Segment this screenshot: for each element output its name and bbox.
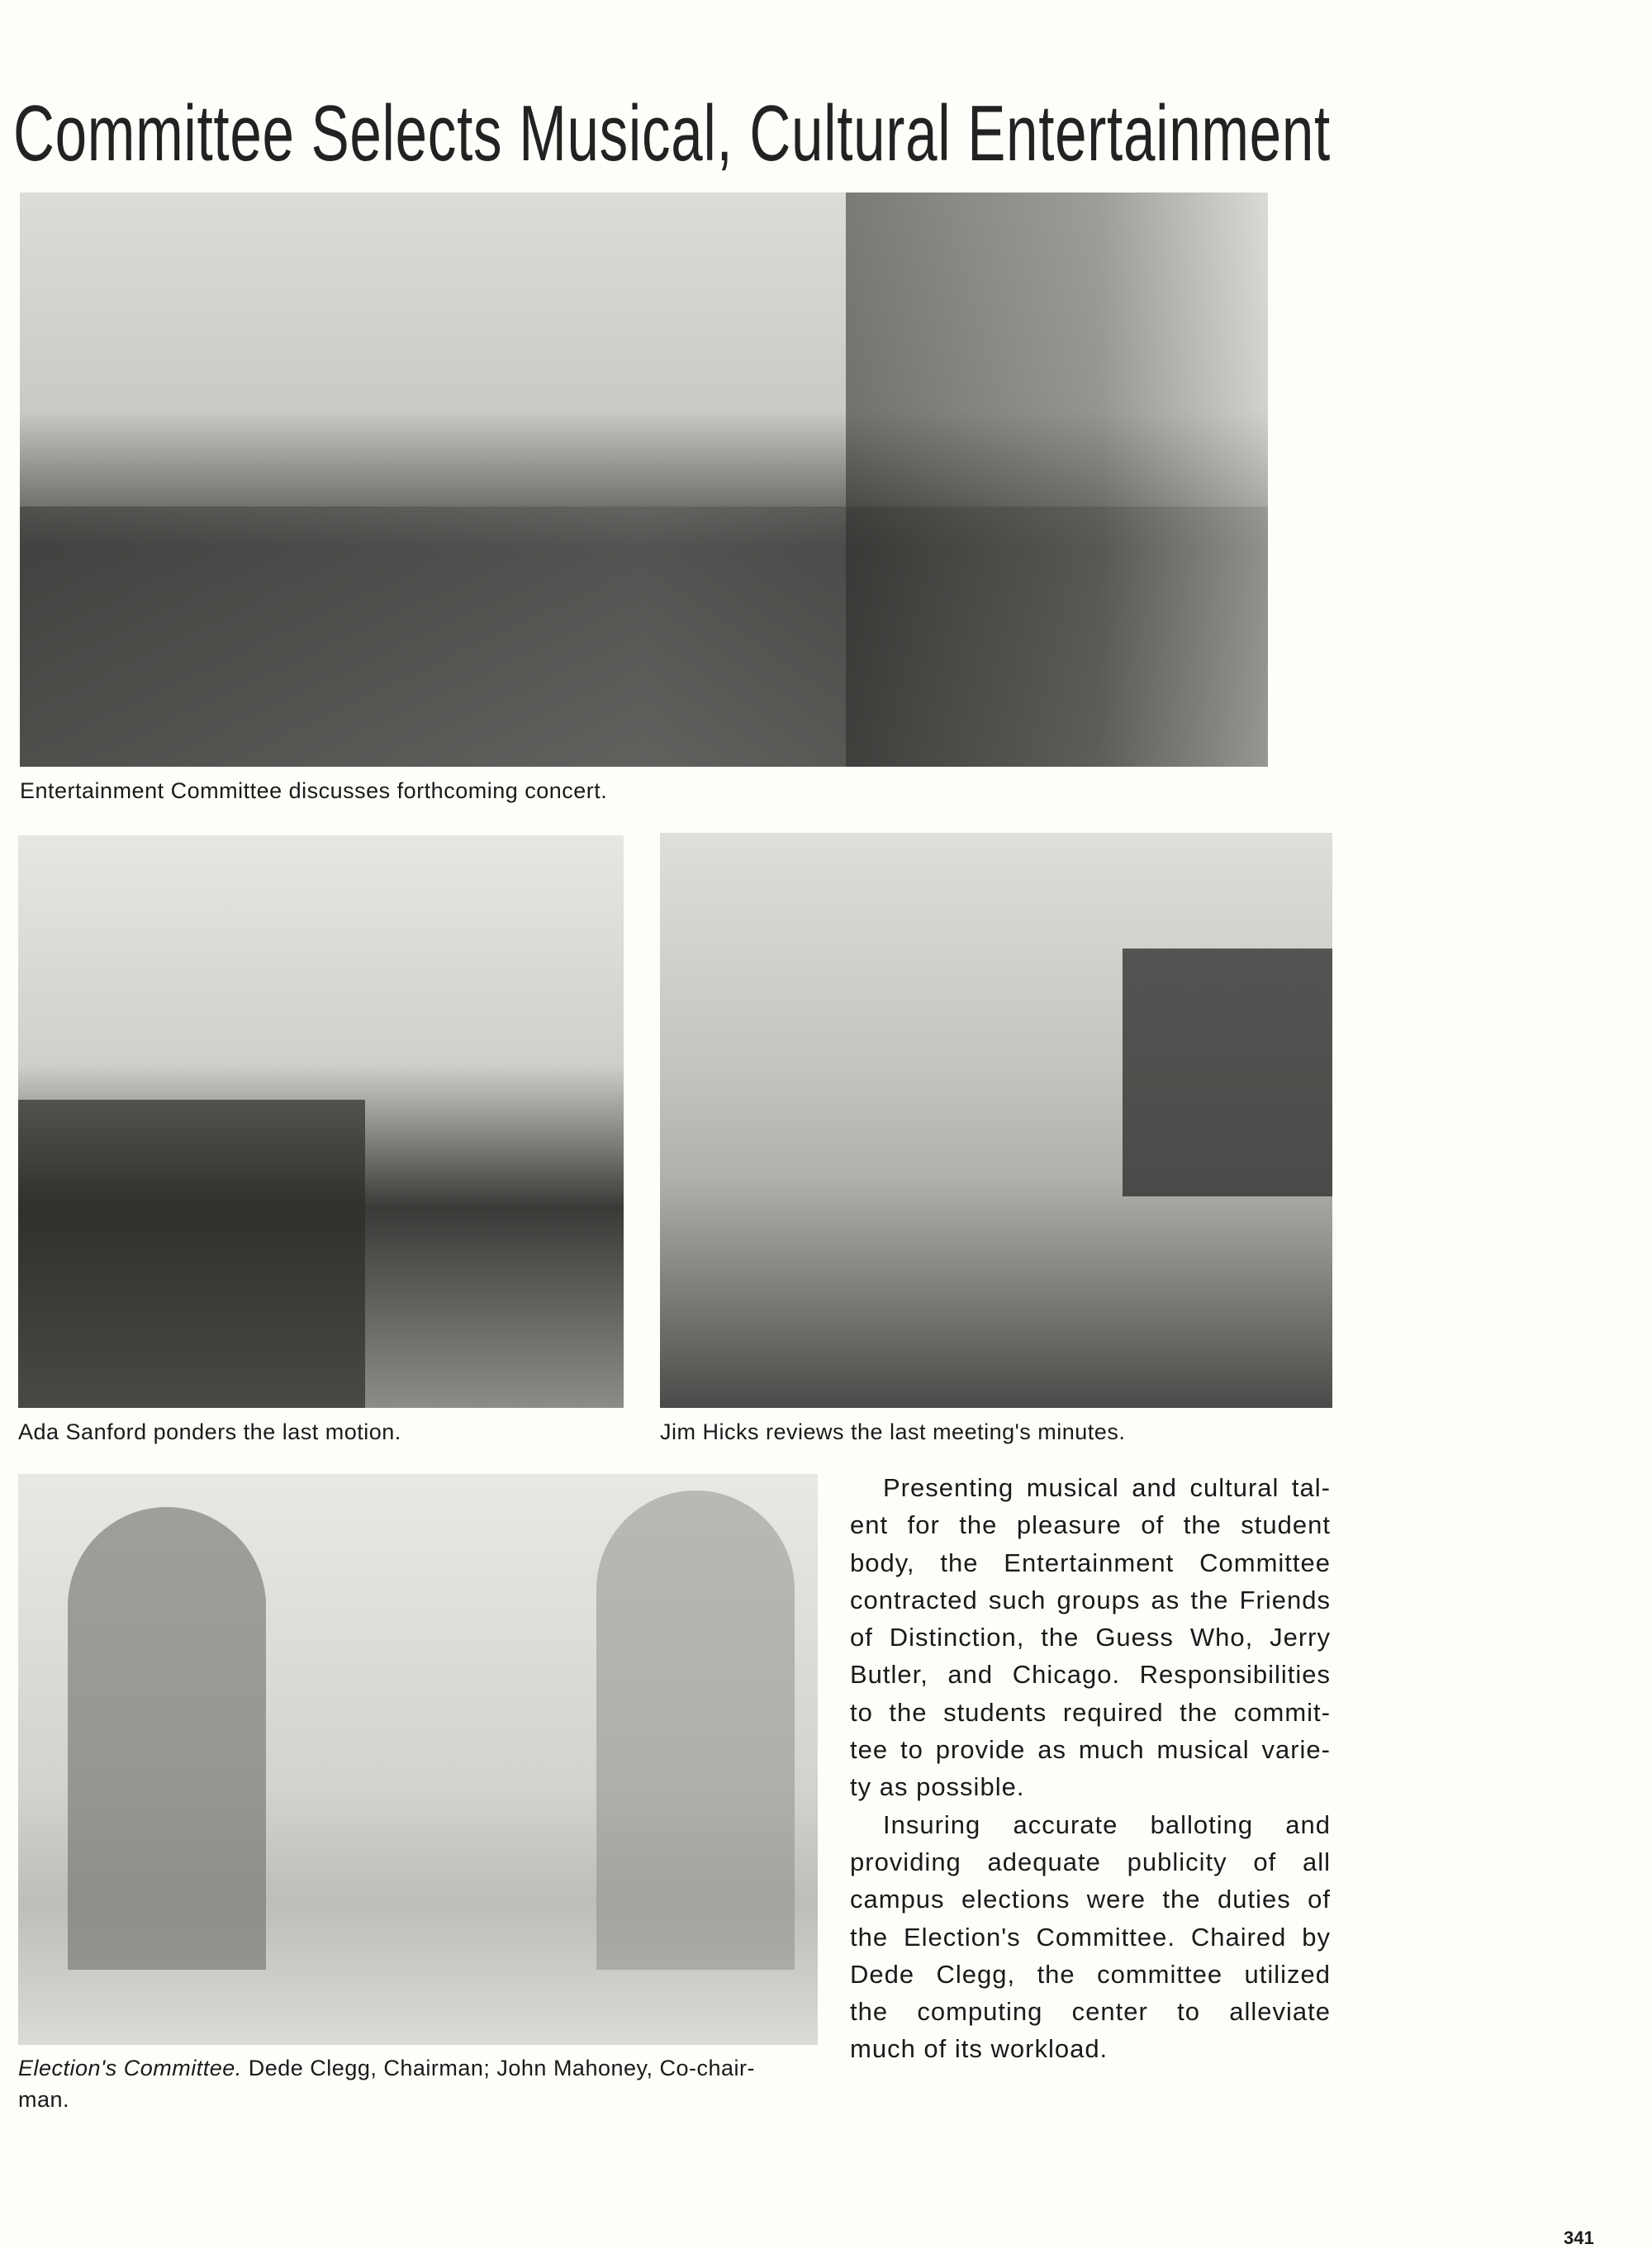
page-title: Committee Selects Musical, Cultural Entertainment	[13, 89, 1331, 178]
body-line: contracted such groups as the Friends	[850, 1585, 1331, 1614]
body-line: the Election's Committee. Chaired by	[850, 1922, 1331, 1952]
photo-caption: Ada Sanford ponders the last motion.	[18, 1419, 401, 1444]
body-line: Dede Clegg, the committee utilized	[850, 1959, 1331, 1989]
photo-jim-hicks	[660, 833, 1332, 1408]
body-line: Butler, and Chicago. Responsibilities	[850, 1660, 1331, 1690]
body-line: tee to provide as much musical varie-	[850, 1735, 1331, 1765]
body-line: body, the Entertainment Committee	[850, 1548, 1331, 1577]
body-line: much of its workload.	[850, 2034, 1108, 2064]
photo-caption: Jim Hicks reviews the last meeting's minutes.	[660, 1419, 1126, 1444]
body-text	[850, 1469, 1331, 2068]
body-line: campus elections were the duties of	[850, 1885, 1331, 1914]
body-line: ent for the pleasure of the student	[850, 1510, 1331, 1540]
photo-ada-sanford	[18, 835, 624, 1408]
caption-committee-name: Election's Committee.	[18, 2056, 242, 2080]
body-line: of Distinction, the Guess Who, Jerry	[850, 1623, 1331, 1652]
caption-names: Dede Clegg, Chairman; John Mahoney, Co-chair-	[241, 2056, 756, 2080]
photo-entertainment-committee	[20, 193, 1268, 767]
page-number: 341	[1564, 2228, 1594, 2248]
photo-caption	[18, 2052, 755, 2084]
body-line: the computing center to alleviate	[850, 1997, 1331, 2027]
body-line: to the students required the commit-	[850, 1697, 1331, 1727]
body-line: Presenting musical and cultural tal-	[883, 1473, 1331, 1502]
body-line: providing adequate publicity of all	[850, 1847, 1331, 1876]
photo-caption: Entertainment Committee discusses forthcoming concert.	[20, 778, 608, 803]
photo-caption-continued: man.	[18, 2087, 70, 2112]
body-line: Insuring accurate balloting and	[883, 1809, 1331, 1839]
photo-elections-committee	[18, 1474, 818, 2045]
body-line: ty as possible.	[850, 1772, 1025, 1802]
